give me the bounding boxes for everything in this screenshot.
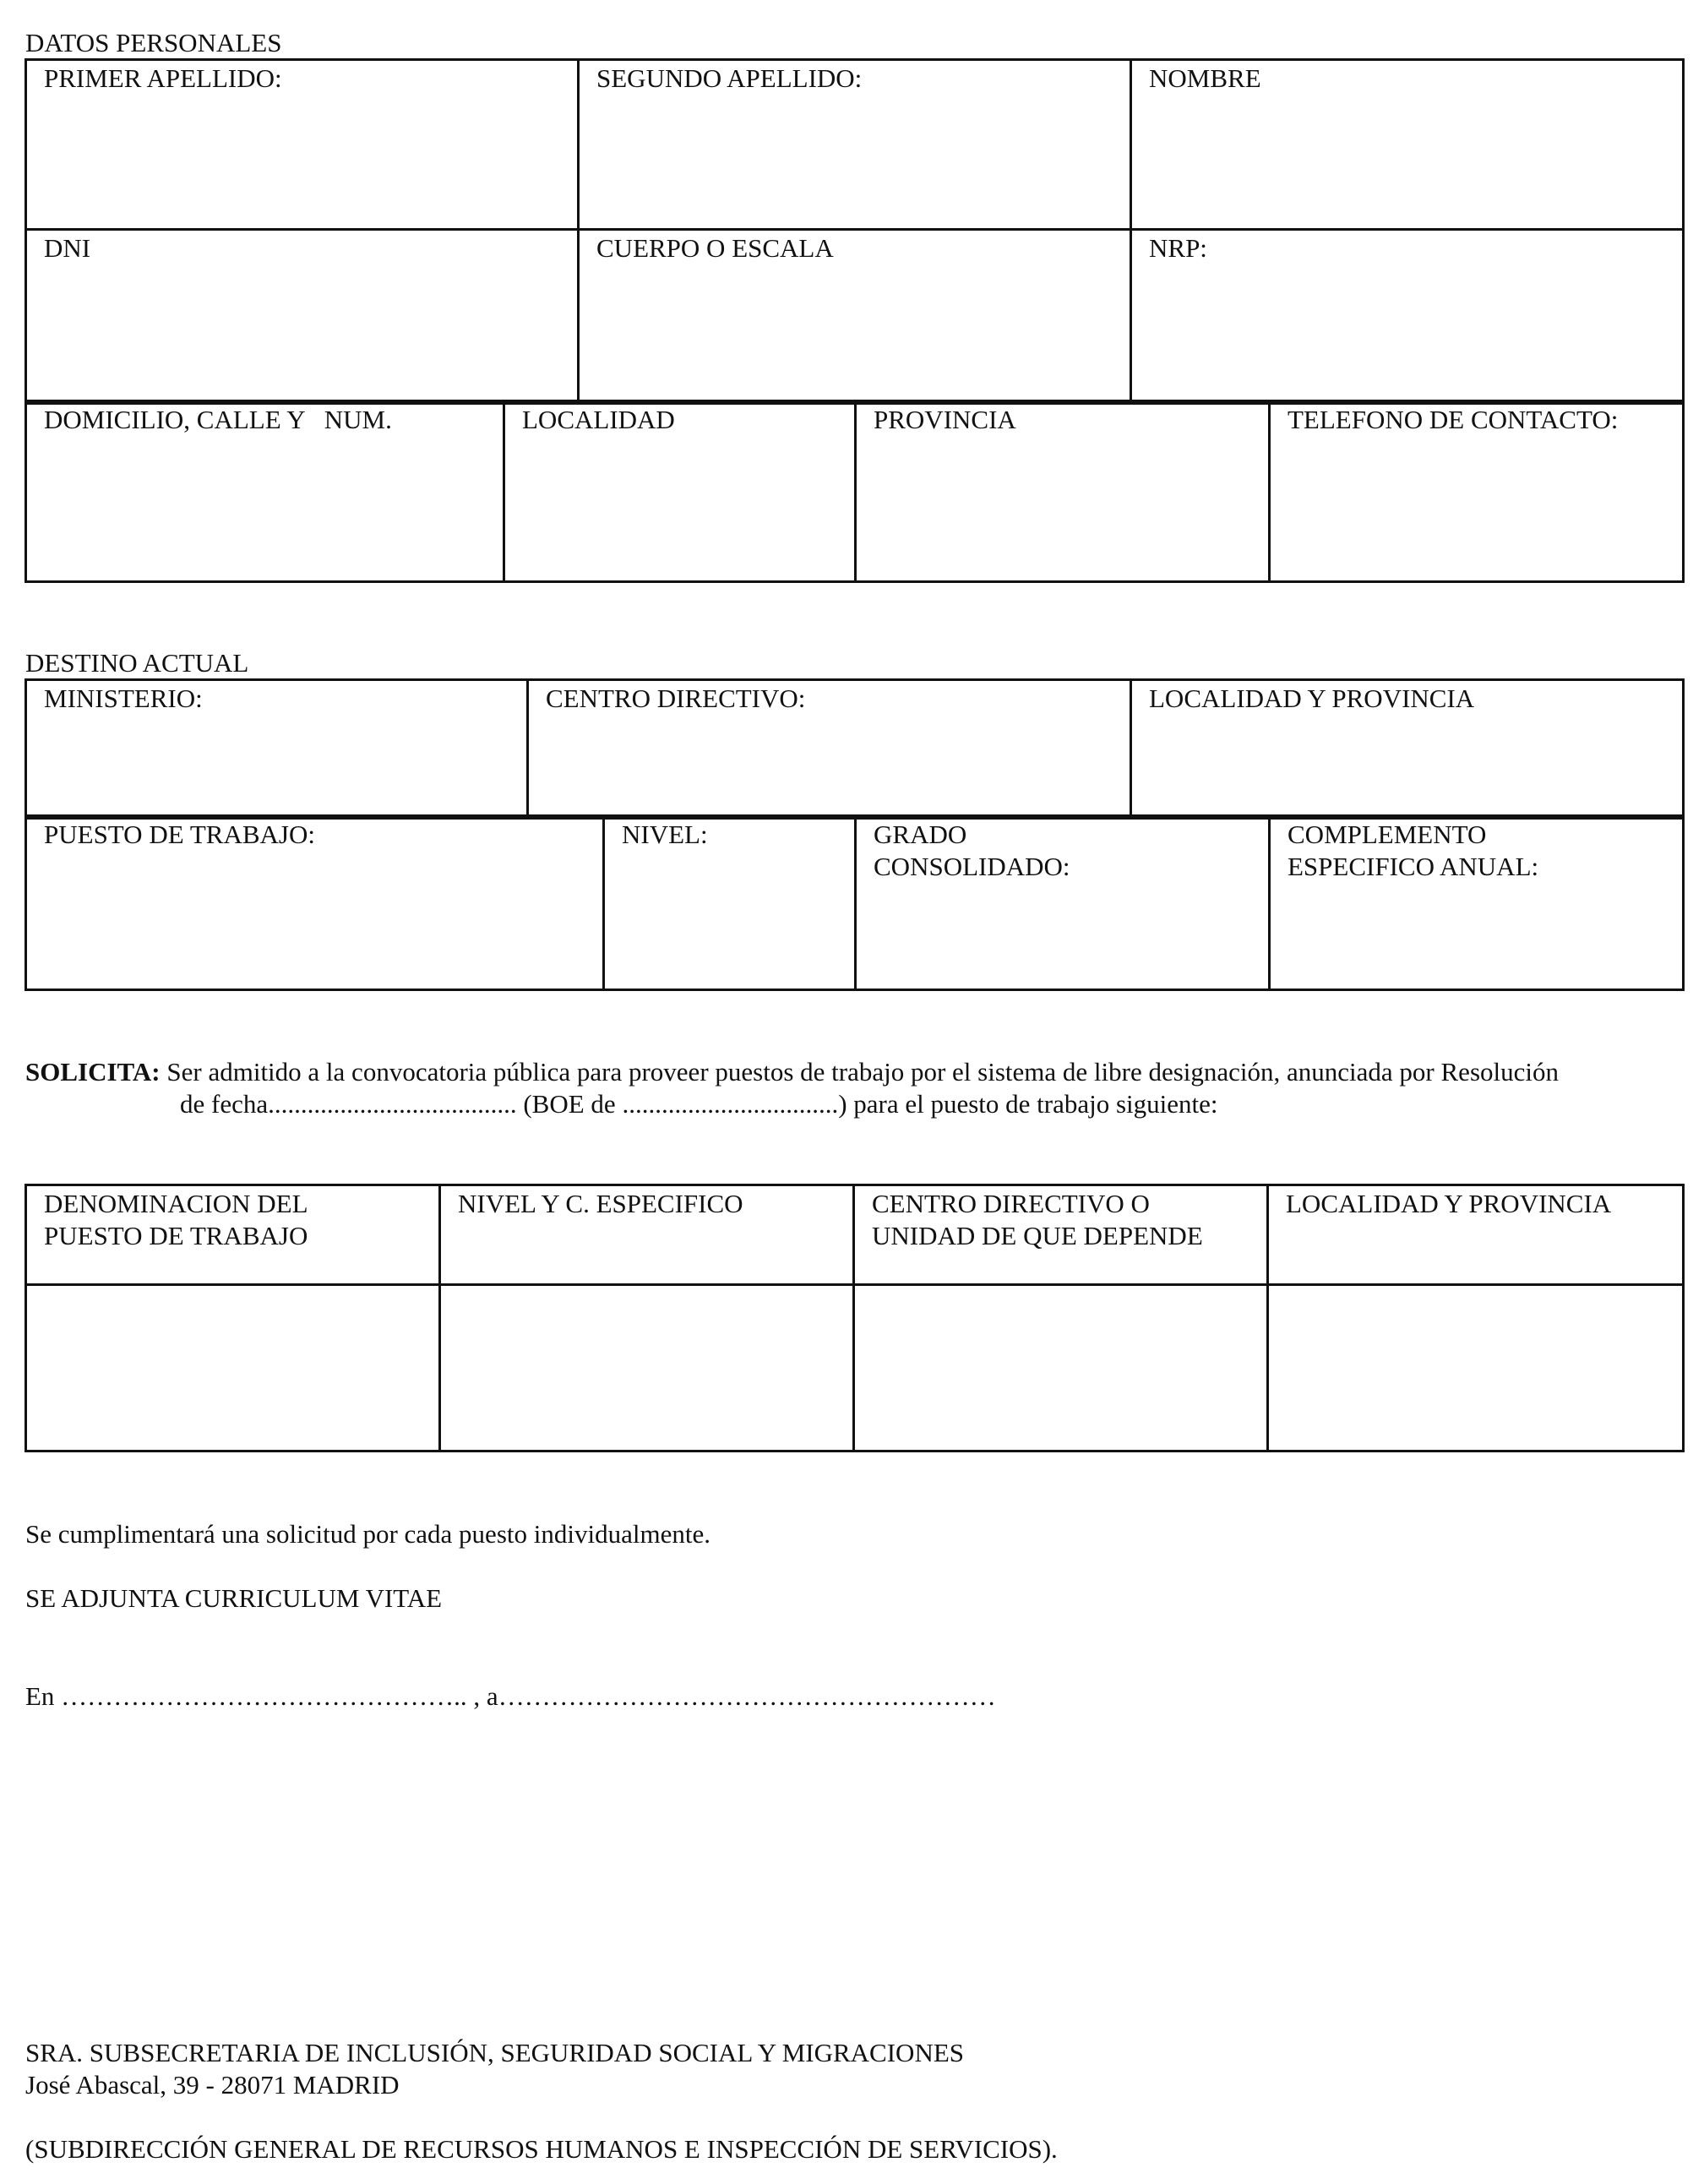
cell-nivel-especifico[interactable] xyxy=(440,1285,854,1451)
header-nivel-especifico: NIVEL Y C. ESPECIFICO xyxy=(440,1185,854,1285)
field-label: NRP: xyxy=(1149,233,1207,263)
cell-centro-directivo[interactable] xyxy=(854,1285,1268,1451)
field-dni[interactable] xyxy=(26,230,579,404)
field-label: CUERPO O ESCALA xyxy=(596,233,834,263)
field-localidad-provincia[interactable] xyxy=(1131,680,1684,819)
field-provincia[interactable] xyxy=(856,401,1270,582)
header-localidad-provincia: LOCALIDAD Y PROVINCIA xyxy=(1268,1185,1684,1285)
field-nrp[interactable] xyxy=(1131,230,1684,404)
field-nivel[interactable] xyxy=(604,816,856,990)
field-grado-consolidado[interactable] xyxy=(856,816,1270,990)
cell-localidad-provincia[interactable] xyxy=(1268,1285,1684,1451)
field-primer-apellido[interactable] xyxy=(26,60,579,230)
address-line-2: José Abascal, 39 - 28071 MADRID xyxy=(25,2070,400,2100)
address-line-1: SRA. SUBSECRETARIA DE INCLUSIÓN, SEGURIDAD SOCIAL Y MIGRACIONES xyxy=(25,2038,965,2067)
field-label: PUESTO DE TRABAJO: xyxy=(44,820,315,849)
field-label: NIVEL: xyxy=(622,820,708,849)
field-label: PROVINCIA xyxy=(874,405,1016,434)
solicita-text: Ser admitido a la convocatoria pública para proveer puestos de trabajo por el sistema de libre designación, anunciada por Resolución xyxy=(166,1057,1559,1087)
field-label: MINISTERIO: xyxy=(44,684,203,713)
cell-denominacion[interactable] xyxy=(26,1285,440,1451)
field-label: SEGUNDO APELLIDO: xyxy=(596,63,863,93)
field-label: LOCALIDAD xyxy=(522,405,675,434)
destino-table-top xyxy=(24,678,1685,820)
header-denominacion: DENOMINACION DEL PUESTO DE TRABAJO xyxy=(26,1185,440,1285)
field-centro-directivo[interactable] xyxy=(528,680,1131,819)
attach-text: SE ADJUNTA CURRICULUM VITAE xyxy=(25,1583,443,1613)
field-nombre[interactable] xyxy=(1131,60,1684,230)
field-segundo-apellido[interactable] xyxy=(579,60,1131,230)
section-title-personal: DATOS PERSONALES xyxy=(25,28,282,57)
puesto-solicitado-table xyxy=(24,1184,1685,1452)
field-complemento-especifico[interactable] xyxy=(1270,816,1684,990)
solicita-label: SOLICITA: xyxy=(25,1057,161,1087)
destino-table-bottom xyxy=(24,814,1685,991)
field-telefono[interactable] xyxy=(1270,401,1684,582)
field-ministerio[interactable] xyxy=(26,680,528,819)
address-line-3: (SUBDIRECCIÓN GENERAL DE RECURSOS HUMANOS E INSPECCIÓN DE SERVICIOS). xyxy=(25,2134,1058,2164)
field-label: DOMICILIO, CALLE Y NUM. xyxy=(44,405,392,434)
field-label: DNI xyxy=(44,233,91,263)
personal-data-table-bottom xyxy=(24,400,1685,583)
solicita-line-2: de fecha...................................... (BOE de .................................) para el puesto de trabajo siguiente: xyxy=(180,1089,1218,1119)
field-cuerpo-escala[interactable] xyxy=(579,230,1131,404)
field-puesto-trabajo[interactable] xyxy=(26,816,604,990)
personal-data-table-top xyxy=(24,58,1685,405)
field-label: PRIMER APELLIDO: xyxy=(44,63,282,93)
header-centro-directivo: CENTRO DIRECTIVO O UNIDAD DE QUE DEPENDE xyxy=(854,1185,1268,1285)
place-date-line: En ……………………………………….. , a………………………………………………… xyxy=(25,1681,996,1711)
field-label: CENTRO DIRECTIVO: xyxy=(546,684,806,713)
field-label: TELEFONO DE CONTACTO: xyxy=(1288,405,1619,434)
note-text: Se cumplimentará una solicitud por cada puesto individualmente. xyxy=(25,1519,710,1549)
field-label: COMPLEMENTO ESPECIFICO ANUAL: xyxy=(1288,820,1539,881)
solicita-line-1 xyxy=(25,1056,1559,1088)
section-title-destino: DESTINO ACTUAL xyxy=(25,648,249,678)
field-label: NOMBRE xyxy=(1149,63,1261,93)
field-label: LOCALIDAD Y PROVINCIA xyxy=(1149,684,1475,713)
table-row xyxy=(26,1285,1684,1451)
field-domicilio[interactable] xyxy=(26,401,504,582)
field-label: GRADO CONSOLIDADO: xyxy=(874,820,1070,881)
field-localidad[interactable] xyxy=(504,401,856,582)
